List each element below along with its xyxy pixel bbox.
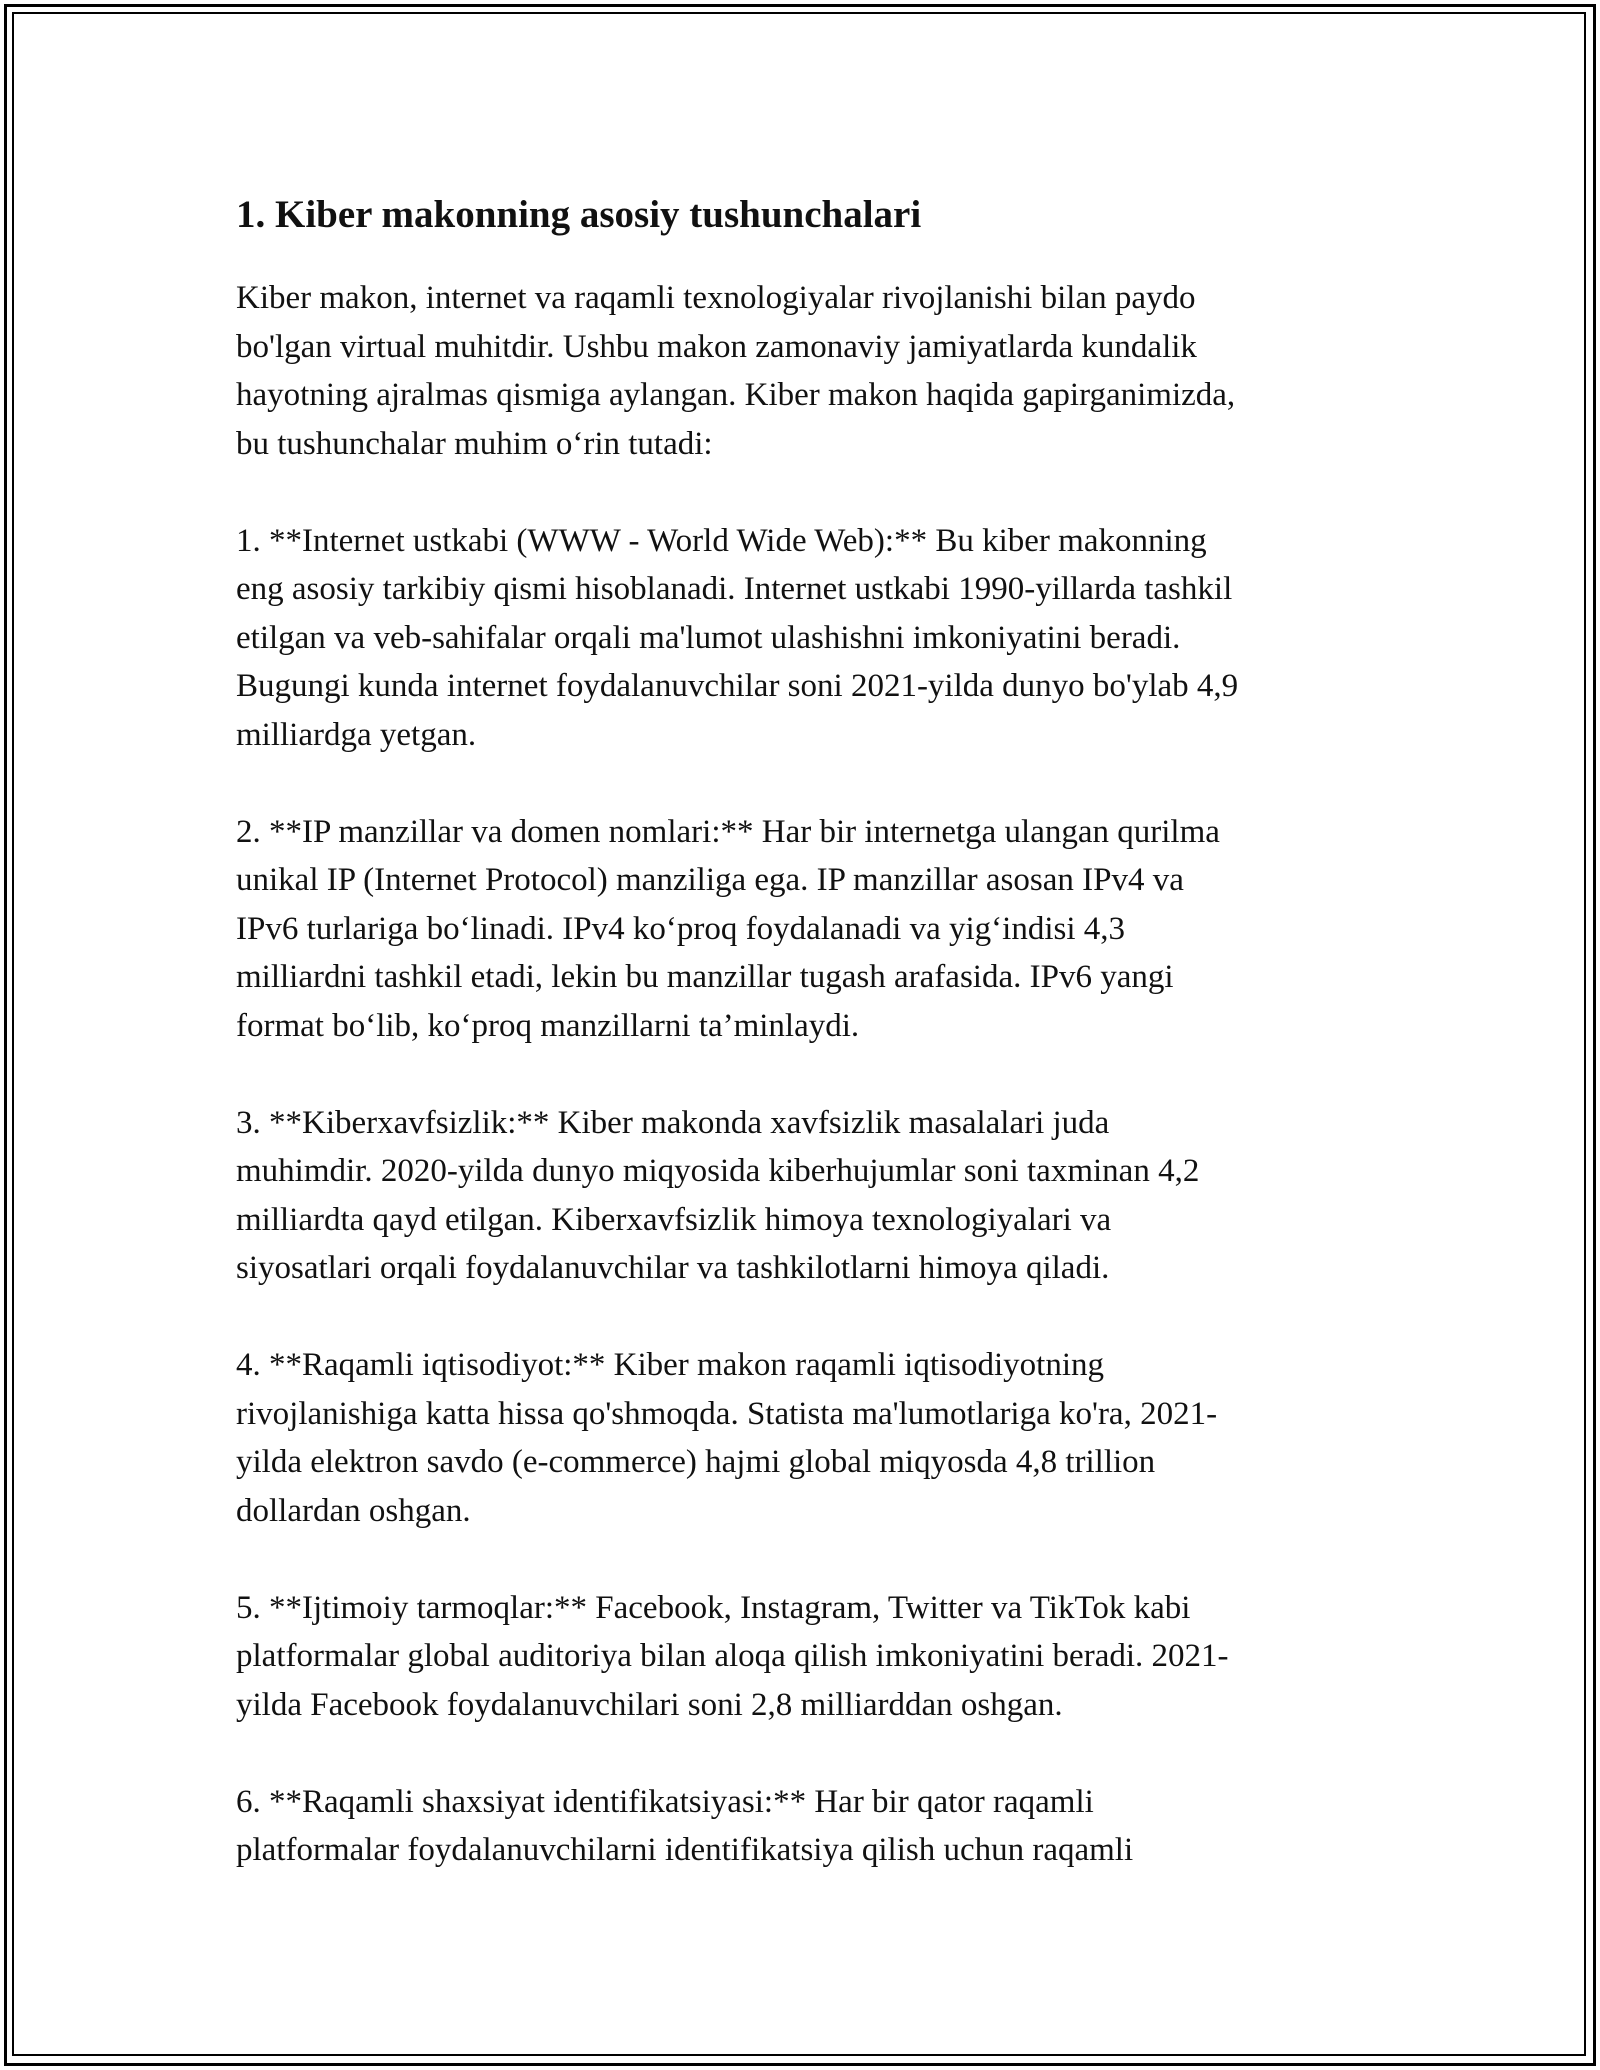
text-line: Bugungi kunda internet foydalanuvchilar soni 2021-yilda dunyo bo'ylab 4,9 bbox=[236, 668, 1239, 704]
text-line: milliardta qayd etilgan. Kiberxavfsizlik himoya texnologiyalari va bbox=[236, 1201, 1112, 1238]
text-line: milliardga yetgan. bbox=[236, 716, 477, 753]
text-line: platformalar foydalanuvchilarni identifikatsiya qilish uchun raqamli bbox=[236, 1832, 1134, 1868]
text-line: eng asosiy tarkibiy qismi hisoblanadi. Internet ustkabi 1990-yillarda tashkil bbox=[236, 571, 1233, 607]
text-line: siyosatlari orqali foydalanuvchilar va tashkilotlarni himoya qiladi. bbox=[236, 1250, 1110, 1286]
text-line: bu tushunchalar muhim oʻrin tutadi: bbox=[236, 425, 713, 462]
text-line: 3. **Kiberxavfsizlik:** Kiber makonda xavfsizlik masalalari juda bbox=[236, 1104, 1110, 1141]
text-line: hayotning ajralmas qismiga aylangan. Kiber makon haqida gapirganimizda, bbox=[236, 377, 1236, 413]
list-item-digital-economy bbox=[236, 1341, 1366, 1535]
text-line: muhimdir. 2020-yilda dunyo miqyosida kiberhujumlar soni taxminan 4,2 bbox=[236, 1153, 1200, 1189]
list-item-cybersecurity bbox=[236, 1099, 1366, 1293]
text-line: bo'lgan virtual muhitdir. Ushbu makon zamonaviy jamiyatlarda kundalik bbox=[236, 328, 1197, 365]
text-line: milliardni tashkil etadi, lekin bu manzillar tugash arafasida. IPv6 yangi bbox=[236, 959, 1174, 995]
text-line: platformalar global auditoriya bilan aloqa qilish imkoniyatini beradi. 2021- bbox=[236, 1638, 1229, 1674]
text-line: 2. **IP manzillar va domen nomlari:** Har bir internetga ulangan qurilma bbox=[236, 813, 1220, 850]
text-line: 4. **Raqamli iqtisodiyot:** Kiber makon raqamli iqtisodiyotning bbox=[236, 1347, 1105, 1383]
document-body bbox=[236, 180, 1366, 1923]
text-line: 5. **Ijtimoiy tarmoqlar:** Facebook, Instagram, Twitter va TikTok kabi bbox=[236, 1589, 1191, 1626]
text-line: IPv6 turlariga boʻlinadi. IPv4 koʻproq foydalanadi va yigʻindisi 4,3 bbox=[236, 910, 1126, 947]
text-line: 6. **Raqamli shaxsiyat identifikatsiyasi:** Har bir qator raqamli bbox=[236, 1783, 1094, 1820]
list-item-internet bbox=[236, 517, 1366, 760]
text-line: Kiber makon, internet va raqamli texnologiyalar rivojlanishi bilan paydo bbox=[236, 280, 1196, 316]
text-line: yilda elektron savdo (e-commerce) hajmi global miqyosda 4,8 trillion bbox=[236, 1444, 1156, 1480]
text-line: unikal IP (Internet Protocol) manziliga ega. IP manzillar asosan IPv4 va bbox=[236, 862, 1184, 898]
section-heading: 1. Kiber makonning asosiy tushunchalari bbox=[236, 193, 922, 236]
text-line: 1. **Internet ustkabi (WWW - World Wide Web):** Bu kiber makonning bbox=[236, 522, 1207, 559]
text-line: etilgan va veb-sahifalar orqali ma'lumot ulashishni imkoniyatini beradi. bbox=[236, 619, 1181, 656]
list-item-social-networks bbox=[236, 1584, 1366, 1730]
list-item-ip-addresses bbox=[236, 808, 1366, 1051]
text-line: yilda Facebook foydalanuvchilari soni 2,8 milliarddan oshgan. bbox=[236, 1686, 1063, 1723]
text-line: dollardan oshgan. bbox=[236, 1492, 471, 1529]
text-line: format boʻlib, koʻproq manzillarni ta’minlaydi. bbox=[236, 1007, 860, 1044]
text-line: rivojlanishiga katta hissa qo'shmoqda. Statista ma'lumotlariga ko'ra, 2021- bbox=[236, 1395, 1218, 1432]
list-item-digital-identity bbox=[236, 1778, 1366, 1875]
intro-paragraph bbox=[236, 274, 1366, 468]
